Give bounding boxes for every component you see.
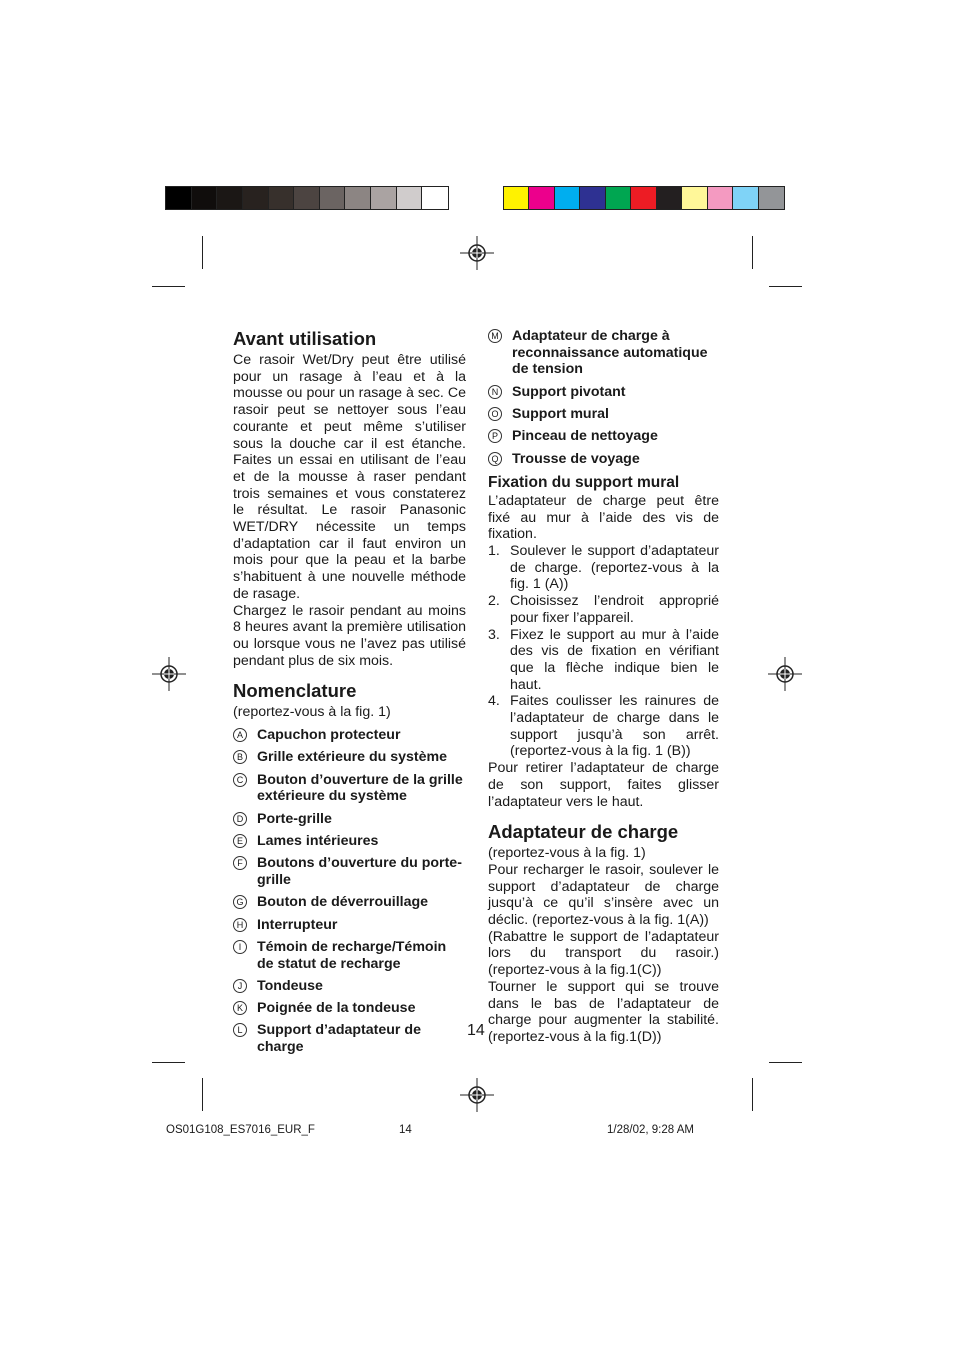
step-text: Soulever le support d’adaptateur de charge. (reportez-vous à la fig. 1 (A)) [510, 543, 719, 593]
item-label: Pinceau de nettoyage [512, 428, 658, 445]
color-swatch [192, 187, 218, 209]
nomenclature-item [488, 328, 719, 378]
item-label: Poignée de la tondeuse [257, 1000, 416, 1017]
crop-mark [769, 1062, 802, 1063]
nomenclature-list [233, 727, 466, 1056]
item-letter: K [233, 1001, 247, 1015]
nomenclature-item [233, 727, 466, 744]
circled-letter-icon [488, 407, 506, 421]
left-column [233, 328, 466, 1061]
step-number: 2. [488, 593, 500, 610]
fixation-steps [488, 543, 719, 760]
item-label: Capuchon protecteur [257, 727, 401, 744]
color-swatch [371, 187, 397, 209]
color-swatch [529, 187, 554, 209]
circled-letter-icon [233, 979, 251, 993]
fixation-outro: Pour retirer l’adaptateur de charge de son support, faites glisser l’adaptateur vers le haut. [488, 760, 719, 810]
nomenclature-item [233, 1000, 466, 1017]
color-swatch [580, 187, 605, 209]
circled-letter-icon [488, 452, 506, 466]
circled-letter-icon [233, 834, 251, 848]
circled-letter-icon [233, 1001, 251, 1015]
color-swatch [422, 187, 448, 209]
item-label: Grille extérieure du système [257, 749, 448, 766]
item-letter: I [233, 940, 247, 954]
footer-filename: OS01G108_ES7016_EUR_F [166, 1124, 315, 1136]
avant-paragraph-2: Chargez le rasoir pendant au moins 8 heures avant la première utilisation ou lorsque vous ne l’avez pas utilisé pendant plus de six mois. [233, 602, 466, 669]
color-swatch [397, 187, 423, 209]
footer-page: 14 [399, 1124, 412, 1136]
item-label: Support d’adaptateur de charge [257, 1022, 421, 1056]
item-letter: P [488, 429, 502, 443]
item-letter: D [233, 812, 247, 826]
avant-paragraph-1: Ce rasoir Wet/Dry peut être utilisé pour un rasage à l’eau et à la mousse ou pour un rasage à sec. Ce rasoir peut se nettoyer sous l’eau courante et peut même s’utiliser sous la douche car il est étanche. Faites un essai en utilisant de l’eau et de la mousse à raser pendant trois semaines et vous constaterez le résultat. Le rasoir Panasonic WET/DRY nécessite un temps d’adaptation car il faut environ un mois pour que la peau et la barbe s’habituent à une nouvelle méthode de rasage. [233, 352, 466, 602]
color-swatch [217, 187, 243, 209]
step-text: Fixez le support au mur à l’aide des vis de fixation en vérifiant que la flèche indique bien le haut. [510, 626, 719, 693]
nomenclature-item [233, 833, 466, 850]
color-swatch [682, 187, 707, 209]
crop-mark [752, 236, 753, 269]
item-letter: H [233, 918, 247, 932]
circled-letter-icon [233, 812, 251, 826]
item-label: Porte-grille [257, 810, 332, 827]
nomenclature-item [233, 894, 466, 911]
step-number: 1. [488, 543, 500, 559]
item-label: Tondeuse [257, 977, 323, 994]
color-swatch [606, 187, 631, 209]
nomenclature-item [488, 451, 719, 468]
circled-letter-icon [488, 385, 506, 399]
step-number: 4. [488, 693, 500, 710]
registration-mark-icon [460, 1078, 494, 1112]
color-swatch [657, 187, 682, 209]
circled-letter-icon [233, 728, 251, 742]
fixation-step [488, 543, 719, 593]
color-swatch [320, 187, 346, 209]
grayscale-calibration-bar [165, 186, 449, 210]
color-swatch [243, 187, 269, 209]
right-column [488, 328, 719, 1046]
circled-letter-icon [233, 773, 251, 787]
item-letter: O [488, 407, 502, 421]
item-label: Support mural [512, 406, 609, 422]
item-letter: C [233, 773, 247, 787]
item-letter: B [233, 750, 247, 764]
item-letter: J [233, 979, 247, 993]
color-swatch [555, 187, 580, 209]
color-calibration-bar [503, 186, 785, 210]
step-number: 3. [488, 626, 500, 643]
nomenclature-item [233, 917, 466, 934]
item-letter: Q [488, 452, 502, 466]
circled-letter-icon [233, 750, 251, 764]
fixation-step [488, 693, 719, 760]
fixation-step [488, 627, 719, 694]
item-letter: L [233, 1023, 247, 1037]
nomenclature-item [233, 855, 466, 888]
item-letter: G [233, 895, 247, 909]
color-swatch [345, 187, 371, 209]
crop-mark [152, 1062, 185, 1063]
item-label: Interrupteur [257, 916, 338, 933]
step-text: Choisissez l’endroit approprié pour fixer l’appareil. [510, 593, 719, 626]
crop-mark [202, 236, 203, 269]
section-title-avant-utilisation: Avant utilisation [233, 328, 377, 349]
color-swatch [166, 187, 192, 209]
nomenclature-item [233, 939, 466, 972]
item-label: Trousse de voyage [512, 450, 640, 467]
color-swatch [504, 187, 529, 209]
circled-letter-icon [233, 856, 251, 870]
crop-mark [752, 1078, 753, 1111]
crop-mark [152, 286, 185, 287]
section-title-nomenclature: Nomenclature [233, 680, 357, 702]
item-label: Lames intérieures [257, 832, 379, 849]
item-letter: N [488, 385, 502, 399]
adaptateur-paragraph-1: Pour recharger le rasoir, soulever le support d’adaptateur de charge jusqu’à ce qu’il s’insère avec un déclic. (reportez-vous à la fig. 1(A)) [488, 861, 719, 929]
registration-mark-icon [768, 657, 802, 691]
fixation-step [488, 593, 719, 626]
item-letter: F [233, 856, 247, 870]
circled-letter-icon [233, 918, 251, 932]
color-swatch [708, 187, 733, 209]
nomenclature-item [488, 384, 719, 401]
footer-timestamp: 1/28/02, 9:28 AM [607, 1124, 694, 1136]
nomenclature-list-continued [488, 328, 719, 467]
nomenclature-item [233, 772, 466, 805]
step-text: Faites coulisser les rainures de l’adaptateur de charge dans le support jusqu’à son arrêt. (reportez-vous à la fig. 1 (B)) [510, 693, 719, 760]
adaptateur-reference: (reportez-vous à la fig. 1) [488, 845, 646, 862]
nomenclature-item [488, 428, 719, 445]
circled-letter-icon [488, 329, 506, 343]
nomenclature-item [233, 749, 466, 766]
fixation-intro: L’adaptateur de charge peut être fixé au mur à l’aide des vis de fixation. [488, 492, 719, 543]
item-label: Témoin de recharge/Témoin de statut de recharge [257, 938, 447, 972]
color-swatch [269, 187, 295, 209]
crop-mark [769, 286, 802, 287]
registration-mark-icon [152, 657, 186, 691]
section-title-fixation: Fixation du support mural [488, 473, 680, 491]
adaptateur-paragraph-2: (Rabattre le support de l’adaptateur lors du transport du rasoir.) (reportez-vous à la fig.1(C)) [488, 928, 719, 979]
section-title-adaptateur: Adaptateur de charge [488, 821, 679, 843]
item-letter: M [488, 329, 502, 343]
crop-mark [202, 1078, 203, 1111]
color-swatch [294, 187, 320, 209]
circled-letter-icon [488, 429, 506, 443]
color-swatch [759, 187, 784, 209]
nomenclature-item [233, 1022, 466, 1055]
color-swatch [733, 187, 758, 209]
item-label: Support pivotant [512, 383, 626, 400]
item-label: Bouton d’ouverture de la grille extérieure du système [257, 771, 463, 805]
nomenclature-item [488, 406, 719, 423]
nomenclature-item [233, 978, 466, 995]
item-label: Boutons d’ouverture du porte-grille [257, 855, 462, 888]
color-swatch [631, 187, 656, 209]
item-label: Bouton de déverrouillage [257, 894, 429, 911]
item-letter: E [233, 834, 247, 848]
nomenclature-item [233, 811, 466, 828]
circled-letter-icon [233, 895, 251, 909]
circled-letter-icon [233, 1023, 251, 1037]
circled-letter-icon [233, 940, 251, 954]
item-letter: A [233, 728, 247, 742]
page-number: 14 [467, 1022, 485, 1039]
nomenclature-reference: (reportez-vous à la fig. 1) [233, 704, 391, 721]
item-label: Adaptateur de charge à reconnaissance automatique de tension [512, 328, 708, 378]
adaptateur-paragraph-3: Tourner le support qui se trouve dans le bas de l’adaptateur de charge pour augmenter la stabilité. (reportez-vous à la fig.1(D)) [488, 978, 719, 1045]
registration-mark-icon [460, 236, 494, 270]
